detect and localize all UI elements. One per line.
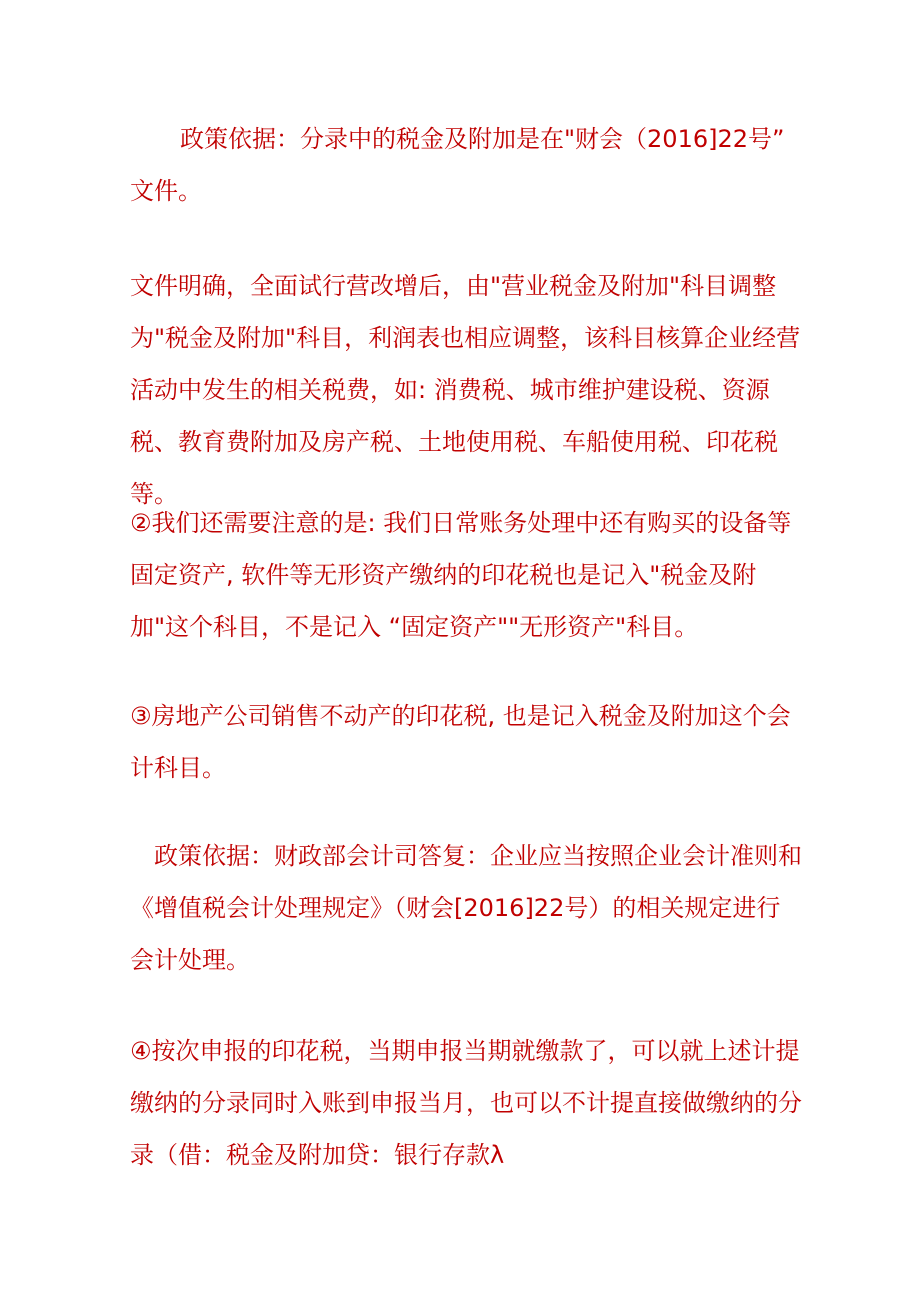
paragraph-policy-basis-2: 政策依据：财政部会计司答复：企业应当按照企业会计准则和《增值税会计处理规定》（财会[2016]22号）的相关规定进行会计处理。 (130, 842, 802, 974)
paragraph-note-4: ④按次申报的印花税，当期申报当期就缴款了，可以就上述计提缴纳的分录同时入账到申报当月，也可以不计提直接做缴纳的分录（借：税金及附加贷：银行存款λ (130, 1037, 802, 1169)
paragraph-policy-basis-1: 政策依据：分录中的税金及附加是在"财会（2016]22号” 文件。 (130, 125, 785, 205)
paragraph-file-explanation: 文件明确，全面试行营改增后，由"营业税金及附加"科目调整为"税金及附加"科目，利润表也相应调整，该科目核算企业经营活动中发生的相关税费，如: 消费税、城市维护建设税、资源税、教育费附加及房产税、土地使用税、车船使用税、印花税等。 (130, 272, 801, 508)
paragraph-note-2: ②我们还需要注意的是: 我们日常账务处理中还有购买的设备等固定资产, 软件等无形资产缴纳的印花税也是记入"税金及附加"这个科目，不是记入 “固定资产""无形资产"科目。 (130, 509, 792, 641)
paragraph-note-3: ③房地产公司销售不动产的印花税, 也是记入税金及附加这个会计科目。 (130, 702, 791, 782)
